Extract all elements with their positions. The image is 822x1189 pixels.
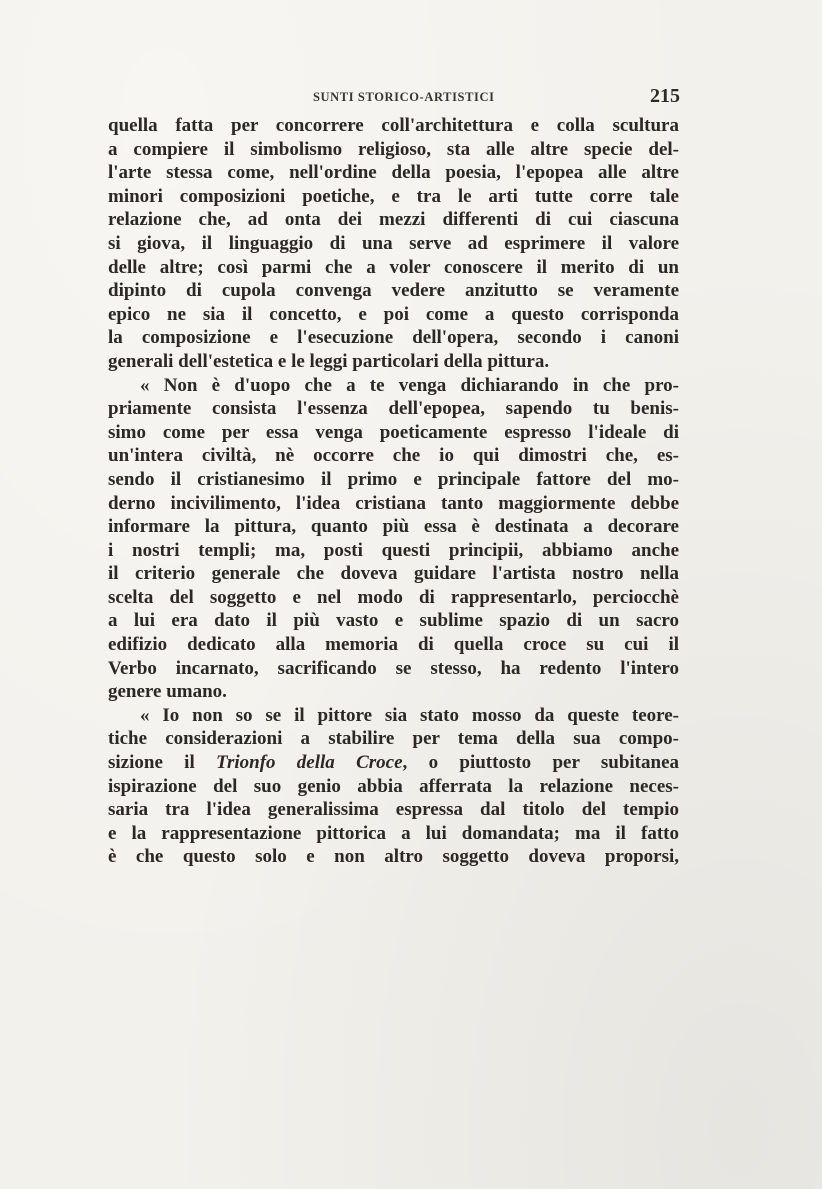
text-line: a compiere il simbolismo religioso, sta alle altre specie del- — [108, 138, 679, 160]
text-segment: , o piuttosto per subitanea — [402, 752, 679, 774]
text-line: i nostri templi; ma, posti questi principii, abbiamo anche — [108, 539, 679, 561]
text-line: edifizio dedicato alla memoria di quella croce su cui il — [108, 634, 679, 656]
artwork-title: Trionfo della Croce — [216, 752, 403, 774]
text-line: è che questo solo e non altro soggetto doveva proporsi, — [108, 846, 679, 868]
text-line: relazione che, ad onta dei mezzi differenti di cui ciascuna — [108, 209, 679, 231]
text-line: scelta del soggetto e nel modo di rappresentarlo, perciocchè — [108, 586, 679, 608]
text-line: sendo il cristianesimo il primo e principale fattore del mo- — [108, 468, 679, 490]
text-line: « Io non so se il pittore sia stato mosso da queste teore- — [140, 704, 679, 726]
text-line: il criterio generale che doveva guidare l'artista nostro nella — [108, 563, 679, 585]
text-line: saria tra l'idea generalissima espressa dal titolo del tempio — [108, 799, 679, 821]
text-line: quella fatta per concorrere coll'architettura e colla scultura — [108, 115, 679, 136]
text-line: « Non è d'uopo che a te venga dichiarando in che pro- — [140, 374, 679, 396]
text-line: epico ne sia il concetto, e poi come a questo corrisponda — [108, 303, 679, 325]
text-line-with-title — [108, 751, 679, 775]
text-line: delle altre; così parmi che a voler conoscere il merito di un — [108, 256, 679, 278]
text-segment: sizione il — [108, 752, 217, 774]
text-line: l'arte stessa come, nell'ordine della poesia, l'epopea alle altre — [108, 162, 679, 184]
text-line: derno incivilimento, l'idea cristiana tanto maggiormente debbe — [108, 492, 679, 514]
text-line: tiche considerazioni a stabilire per tema della sua compo- — [108, 728, 679, 750]
text-line: a lui era dato il più vasto e sublime spazio di un sacro — [108, 610, 679, 632]
page-header — [108, 85, 680, 109]
text-line: informare la pittura, quanto più essa è destinata a decorare — [108, 516, 679, 538]
running-head: SUNTI STORICO-ARTISTICI — [313, 90, 495, 104]
page-number: 215 — [650, 85, 680, 107]
text-line: simo come per essa venga poeticamente espresso l'ideale di — [108, 421, 679, 443]
text-line: un'intera civiltà, nè occorre che io qui dimostri che, es- — [108, 445, 679, 467]
text-line: genere umano. — [108, 681, 227, 703]
text-line: Verbo incarnato, sacrificando se stesso, ha redento l'intero — [108, 657, 679, 679]
text-line: e la rappresentazione pittorica a lui domandata; ma il fatto — [108, 822, 679, 844]
text-line: generali dell'estetica e le leggi particolari della pittura. — [108, 350, 550, 372]
text-line: minori composizioni poetiche, e tra le arti tutte corre tale — [108, 185, 679, 207]
text-line: ispirazione del suo genio abbia afferrata la relazione neces- — [108, 775, 679, 797]
text-line: si giova, il linguaggio di una serve ad esprimere il valore — [108, 232, 679, 254]
text-line: priamente consista l'essenza dell'epopea, sapendo tu benis- — [108, 398, 679, 420]
text-line: dipinto di cupola convenga vedere anzitutto se veramente — [108, 280, 679, 302]
text-line: la composizione e l'esecuzione dell'opera, secondo i canoni — [108, 327, 679, 349]
body-text — [108, 114, 679, 869]
